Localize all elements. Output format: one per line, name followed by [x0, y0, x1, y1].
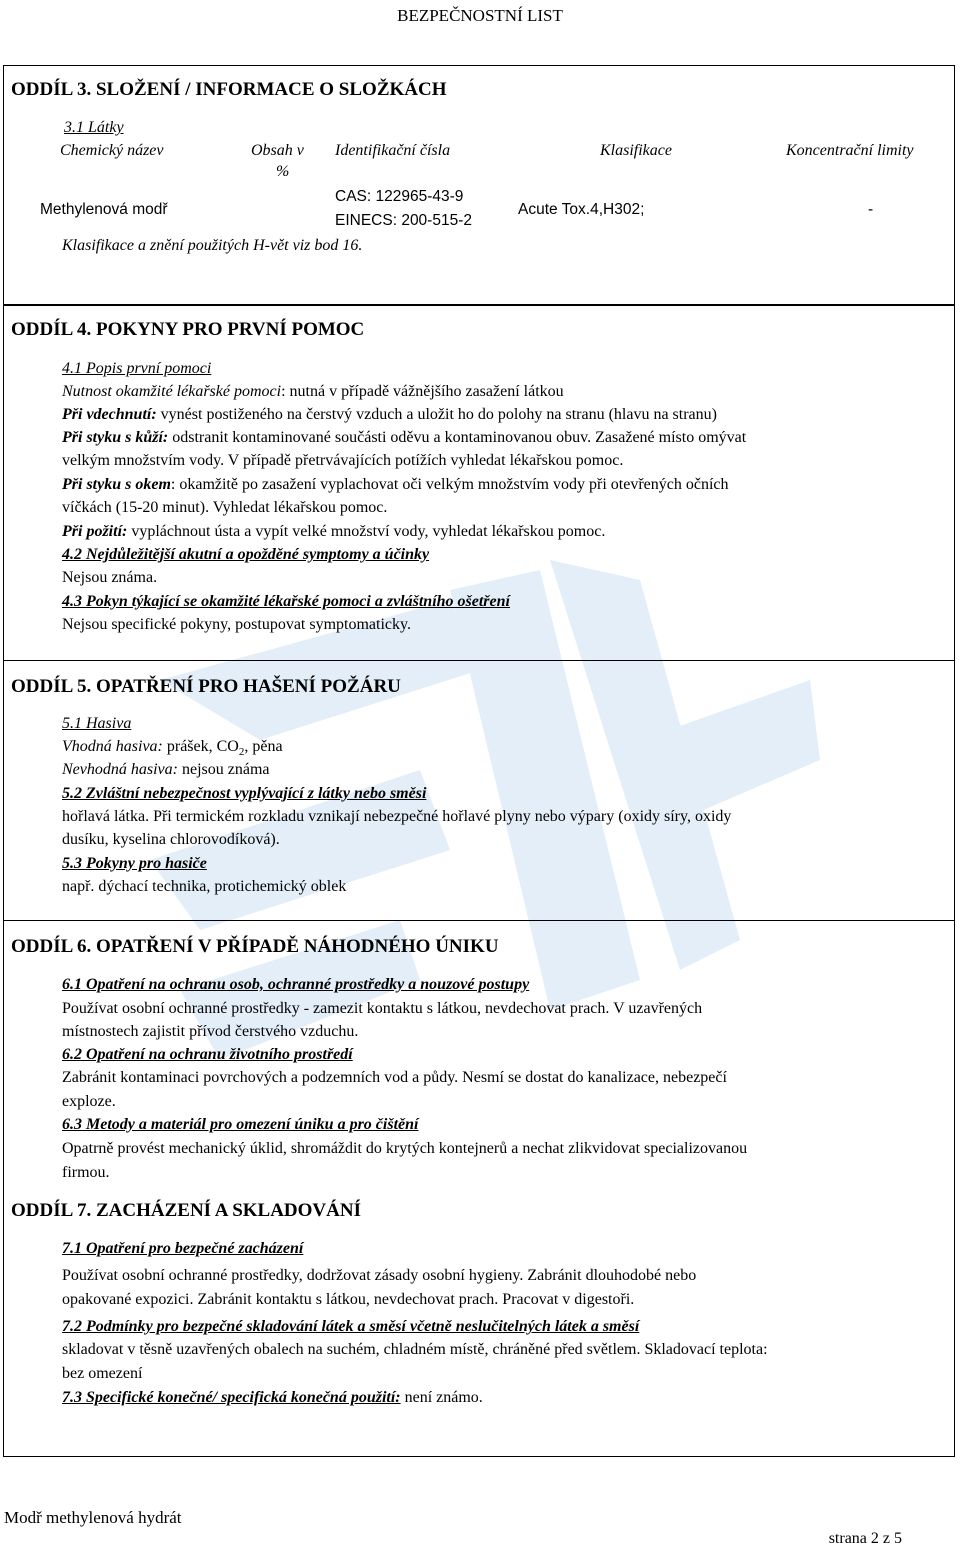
subsection-7-2: 7.2 Podmínky pro bezpečné skladování látek a směsí včetně neslučitelných látek a směsí	[62, 1318, 640, 1335]
subsection-6-2: 6.2 Opatření na ochranu životního prostředí	[62, 1046, 353, 1063]
subsection-5-1: 5.1 Hasiva	[62, 715, 132, 732]
specific-use: 7.3 Specifické konečné/ specifická konečná použití: není známo.	[62, 1389, 483, 1406]
subsection-5-3: 5.3 Pokyny pro hasiče	[62, 855, 207, 872]
first-aid-eye: Při styku s okem: okamžitě po zasažení vyplachovat oči velkým množstvím vody při otevřených očních	[62, 476, 729, 493]
subsection-4-1: 4.1 Popis první pomoci	[62, 360, 212, 377]
storage-text: skladovat v těsně uzavřených obalech na suchém, chladném místě, chráněné před světlem. Skladovací teplota:	[62, 1341, 768, 1358]
col-header-classification: Klasifikace	[600, 142, 672, 159]
col-header-name: Chemický název	[60, 142, 164, 159]
col-header-percent: %	[276, 163, 290, 180]
section-divider	[3, 920, 955, 921]
safe-handling-text: Používat osobní ochranné prostředky, dodržovat zásady osobní hygieny. Zabránit dlouhodobé nebo	[62, 1267, 697, 1284]
treatment-text: Nejsou specifické pokyny, postupovat symptomaticky.	[62, 616, 411, 633]
cleanup-text-cont: firmou.	[62, 1164, 110, 1181]
section-3-box	[3, 65, 955, 305]
footer-page-number: strana 2 z 5	[828, 1530, 902, 1547]
section-divider	[3, 660, 955, 661]
limits-value: -	[868, 201, 874, 218]
personal-precautions-text-cont: místnostech zajistit přívod čerstvého vzduchu.	[62, 1023, 359, 1040]
col-header-content: Obsah v	[251, 142, 304, 159]
subsection-3-1: 3.1 Látky	[64, 119, 124, 136]
section-3-title: ODDÍL 3. SLOŽENÍ / INFORMACE O SLOŽKÁCH	[11, 79, 447, 100]
section-6-title: ODDÍL 6. OPATŘENÍ V PŘÍPADĚ NÁHODNÉHO ÚNIKU	[11, 936, 499, 957]
einecs-number: EINECS: 200-515-2	[335, 212, 472, 229]
first-aid-ingestion: Při požití: vypláchnout ústa a vypít velké množství vody, vyhledat lékařskou pomoc.	[62, 523, 606, 540]
subsection-4-2: 4.2 Nejdůležitější akutní a opožděné symptomy a účinky	[62, 546, 430, 563]
section-5-title: ODDÍL 5. OPATŘENÍ PRO HAŠENÍ POŽÁRU	[11, 676, 401, 697]
section-7-title: ODDÍL 7. ZACHÁZENÍ A SKLADOVÁNÍ	[11, 1200, 361, 1221]
col-header-ids: Identifikační čísla	[335, 142, 451, 159]
cas-number: CAS: 122965-43-9	[335, 188, 464, 205]
safe-handling-text-cont: opakované expozici. Zabránit kontaktu s látkou, nevdechovat prach. Pracovat v digestoři.	[62, 1291, 635, 1308]
first-aid-inhalation: Při vdechnutí: vynést postiženého na čerstvý vzduch a uložit ho do polohy na stranu (hlavu na stranu)	[62, 406, 717, 423]
document-header: BEZPEČNOSTNÍ LIST	[397, 6, 563, 25]
classification-value: Acute Tox.4,H302;	[518, 201, 645, 218]
col-header-limits: Koncentrační limity	[786, 142, 914, 159]
unsuitable-media: Nevhodná hasiva: nejsou známa	[62, 761, 270, 778]
subsection-4-3: 4.3 Pokyn týkající se okamžité lékařské pomoci a zvláštního ošetření	[62, 593, 510, 610]
subsection-5-2: 5.2 Zvláštní nebezpečnost vyplývající z látky nebo směsi	[62, 785, 427, 802]
environment-text-cont: exploze.	[62, 1093, 116, 1110]
cleanup-text: Opatrně provést mechanický úklid, shromáždit do krytých kontejnerů a nechat zlikvidovat specializovanou	[62, 1140, 748, 1157]
firefighter-text: např. dýchací technika, protichemický oblek	[62, 878, 347, 895]
personal-precautions-text: Používat osobní ochranné prostředky - zamezit kontaktu s látkou, nevdechovat prach. V uzavřených	[62, 1000, 703, 1017]
first-aid-skin-cont: velkým množstvím vody. V případě přetrvávajících potížích vyhledat lékařskou pomoc.	[62, 452, 624, 469]
footer-product-name: Modř methylenová hydrát	[4, 1508, 182, 1527]
subsection-6-3: 6.3 Metody a materiál pro omezení úniku a pro čištění	[62, 1116, 419, 1133]
suitable-media: Vhodná hasiva: prášek, $CO_2$, pěna	[62, 738, 283, 759]
fire-hazard-text: hořlavá látka. Při termickém rozkladu vznikají nebezpečné hořlavé plyny nebo výpary (oxidy síry, oxidy	[62, 808, 732, 825]
first-aid-urgency: Nutnost okamžité lékařské pomoci: nutná v případě vážnějšího zasažení látkou	[62, 383, 564, 400]
subsection-6-1: 6.1 Opatření na ochranu osob, ochranné prostředky a nouzové postupy	[62, 976, 530, 993]
substance-name: Methylenová modř	[40, 201, 168, 218]
environment-text: Zabránit kontaminaci povrchových a podzemních vod a půdy. Nesmí se dostat do kanalizace, nebezpečí	[62, 1069, 727, 1086]
fire-hazard-text-cont: dusíku, kyselina chlorovodíková).	[62, 831, 280, 848]
section-4-title: ODDÍL 4. POKYNY PRO PRVNÍ POMOC	[11, 319, 365, 340]
h-phrases-note: Klasifikace a znění použitých H-vět viz bod 16.	[62, 237, 363, 254]
first-aid-eye-cont: víčkách (15-20 minut). Vyhledat lékařskou pomoc.	[62, 499, 388, 516]
first-aid-skin: Při styku s kůží: odstranit kontaminované součásti oděvu a kontaminovanou obuv. Zasažené místo omývat	[62, 429, 747, 446]
subsection-7-1: 7.1 Opatření pro bezpečné zacházení	[62, 1240, 304, 1257]
storage-text-cont: bez omezení	[62, 1365, 143, 1382]
symptoms-text: Nejsou známa.	[62, 569, 158, 586]
